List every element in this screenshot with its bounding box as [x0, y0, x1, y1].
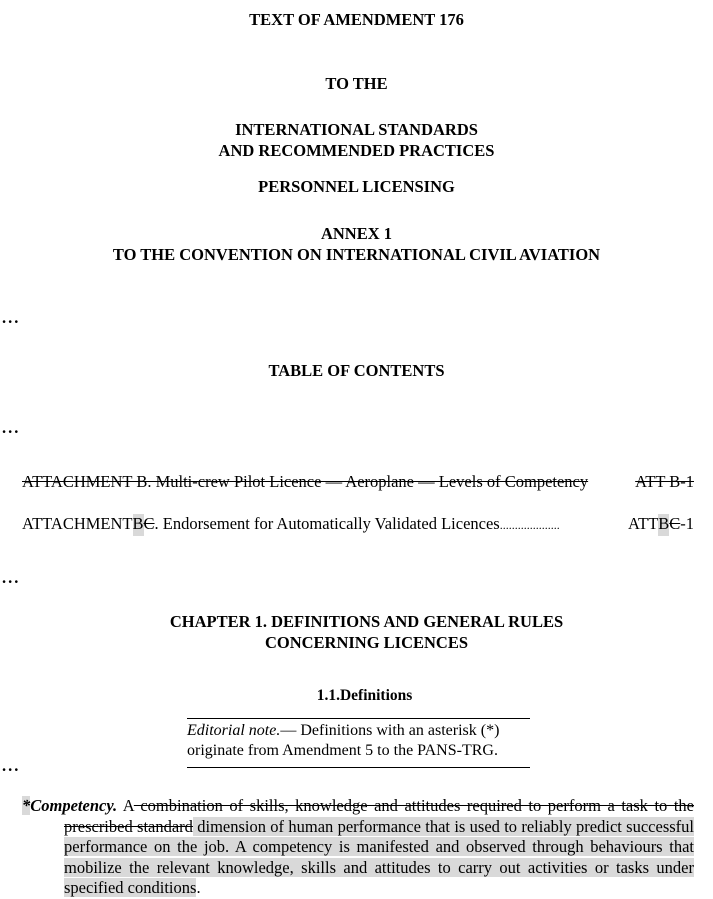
toc-entry-label: . Endorsement for Automatically Validated Licences [154, 514, 500, 533]
title-practices: AND RECOMMENDED PRACTICES [218, 141, 495, 160]
title-standards: INTERNATIONAL STANDARDS [235, 120, 478, 139]
ellipsis: ... [2, 568, 21, 587]
title-personnel-licensing: PERSONNEL LICENSING [258, 177, 455, 196]
definition-article: A [117, 796, 134, 815]
asterisk: * [22, 796, 31, 815]
title-annex: ANNEX 1 [320, 224, 393, 243]
section-heading: 1.1.Definitions [316, 687, 413, 704]
editorial-note [187, 718, 530, 768]
deleted-text: C [143, 514, 155, 533]
editorial-note-label: Editorial note. [187, 722, 281, 739]
toc-deleted-entry [22, 472, 694, 492]
amendment-title: TEXT OF AMENDMENT 176 [249, 10, 464, 29]
chapter-heading: CHAPTER 1. DEFINITIONS AND GENERAL RULES [169, 612, 564, 631]
toc-entry-label: ATTACHMENT B. Multi-crew Pilot Licence — Aeroplane — Levels of Competency [22, 472, 589, 491]
ellipsis: ... [2, 756, 21, 775]
toc-leader: .................... [499, 518, 560, 532]
toc-entry-prefix: ATTACHMENT [22, 514, 133, 533]
toc-entry-page: ATT B-1 [635, 472, 694, 491]
toc-page-suffix: -1 [680, 514, 694, 533]
definition-competency [22, 796, 694, 899]
deleted-text: combination of skills, knowledge and attitudes required to perform a task to the prescribed standard [64, 796, 694, 836]
toc-entry[interactable] [22, 514, 694, 536]
chapter-heading-line2: CONCERNING LICENCES [264, 633, 469, 652]
toc-heading: TABLE OF CONTENTS [268, 361, 445, 380]
inserted-text: dimension of human performance that is used to reliably predict successful performance on the job. A competency is manifested and observed through behaviours that mobilize the relevant knowledge, skills and attitudes to carry out activities or tasks under specified conditions [64, 816, 694, 897]
deleted-text: C [669, 514, 681, 533]
ellipsis: ... [2, 418, 21, 437]
ellipsis: ... [2, 308, 21, 327]
inserted-text: B [133, 514, 144, 536]
definition-end: . [196, 878, 201, 897]
title-to-the: TO THE [325, 74, 388, 93]
inserted-text: B [658, 514, 669, 536]
title-convention: TO THE CONVENTION ON INTERNATIONAL CIVIL AVIATION [112, 245, 601, 264]
editorial-note-text: — Definitions with an asterisk (*) originate from Amendment 5 to the PANS-TRG. [187, 722, 500, 759]
definition-term: Competency. [30, 796, 118, 815]
toc-page-prefix: ATT [627, 514, 659, 533]
